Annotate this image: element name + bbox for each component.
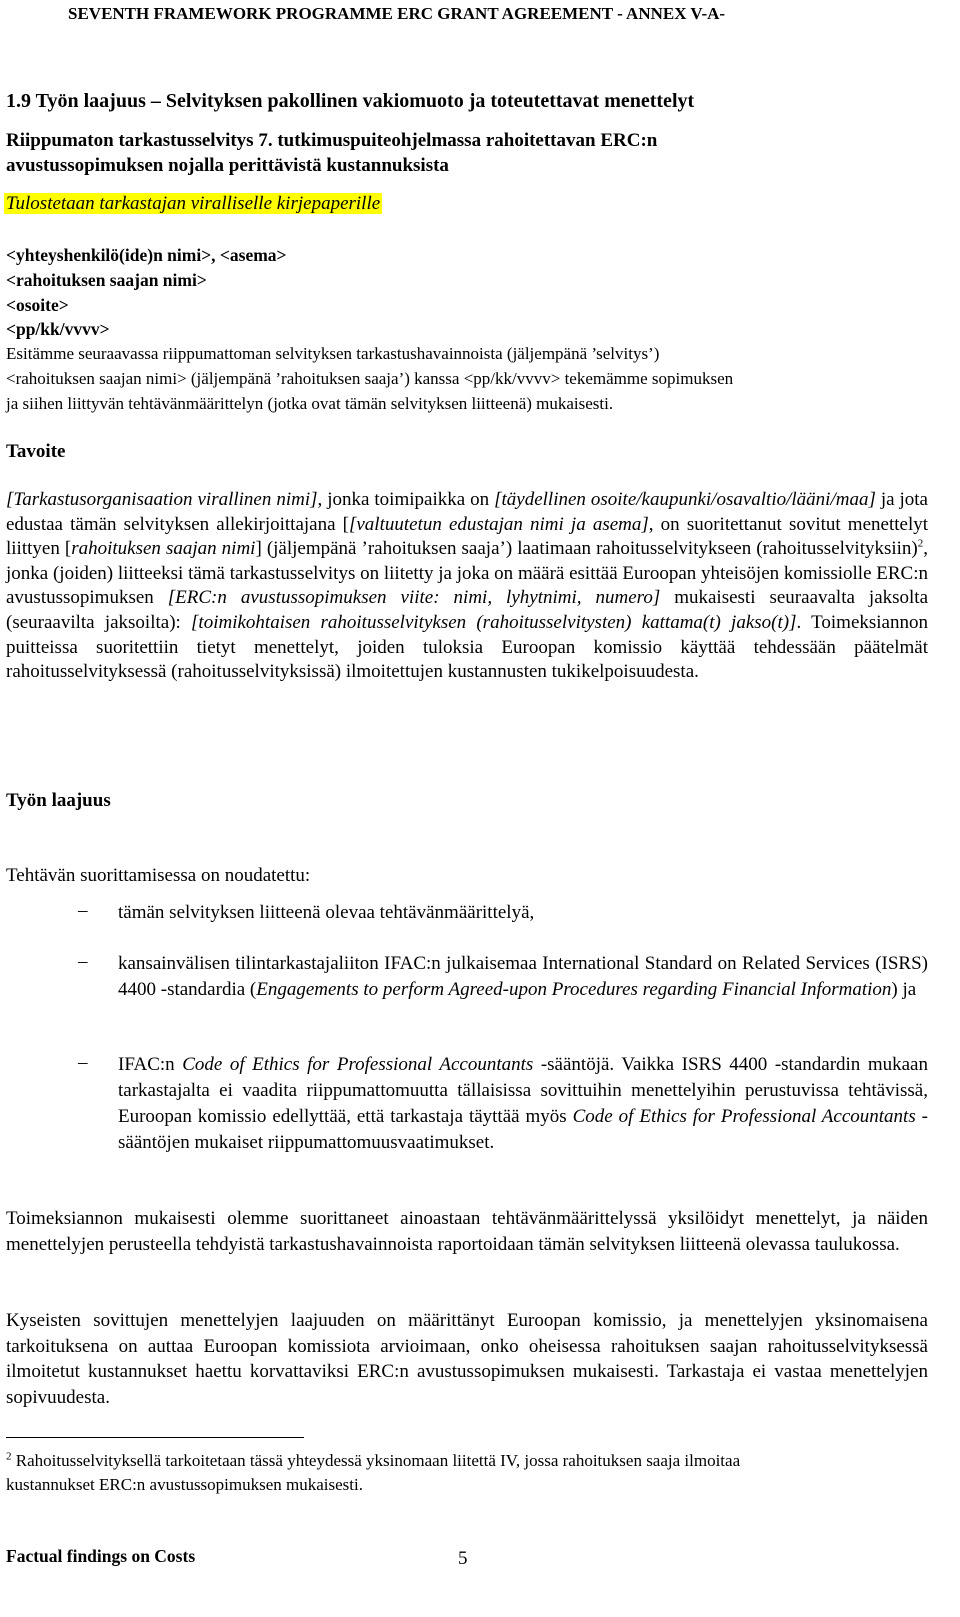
scope-item-terms: tämän selvityksen liitteenä olevaa tehtävänmäärittelyä, (118, 902, 535, 923)
period-placeholder: [toimikohtaisen rahoitusselvityksen (rahoitusselvitysten) kattama(t) jakso(t)] (191, 611, 797, 633)
ethics-text-2: -sääntöjä. Vaikka ISRS 4400 -standardin mukaan tarkastajalta ei vaadita riippumattomuutta tällaisissa sovittuihin menettelyihin perustuvissa tehtävissä, Euroopan komissio edellyttää, että tarkastaja täyttää myös (118, 1054, 928, 1127)
objective-heading: Tavoite (6, 441, 66, 462)
footnote-ref: 2 (917, 537, 924, 550)
doc-title-line-2: avustussopimuksen nojalla perittävistä kustannuksista (6, 155, 449, 176)
auditor-name-placeholder: [Tarkastusorganisaation virallinen nimi] (6, 489, 318, 510)
footnote-line-2: kustannukset ERC:n avustussopimuksen mukaisesti. (6, 1475, 363, 1494)
doc-title-line-1: Riippumaton tarkastusselvitys 7. tutkimuspuiteohjelmassa rahoitettavan ERC:n (6, 130, 658, 151)
representative-placeholder: [valtuutetun edustajan nimi ja asema] (348, 513, 649, 535)
isrs-text: kansainvälisen tilintarkastajaliiton IFAC:n julkaisemaa International Standard on Related Services (ISRS) 4400 -standardia ( (118, 953, 928, 1000)
bullet-dash: – (78, 951, 88, 972)
scope-item-isrs (118, 951, 928, 1003)
objective-text-6: mukaisesti seuraavalta jaksolta (seuraavilta jaksoilta): (6, 587, 929, 633)
isrs-text-end: ) ja (891, 979, 917, 1000)
page-number: 5 (458, 1548, 468, 1569)
grant-reference-placeholder: [ERC:n avustussopimuksen viite: nimi, lyhytnimi, numero] (167, 587, 661, 609)
address-beneficiary: <rahoituksen saajan nimi> (6, 270, 207, 290)
objective-text-1: , jonka toimipaikka on (317, 489, 495, 510)
bullet-dash: – (78, 1052, 88, 1073)
intro-line-2: <rahoituksen saajan nimi> (jäljempänä ’rahoituksen saaja’) kanssa <pp/kk/vvvv> tekemämme sopimuksen (6, 369, 734, 388)
bullet-dash: – (78, 900, 88, 921)
footer-label: Factual findings on Costs (6, 1546, 196, 1566)
ethics-title-1: Code of Ethics for Professional Accountants (182, 1054, 534, 1075)
scope-heading: Työn laajuus (6, 790, 111, 811)
scope-item-ethics (118, 1052, 928, 1156)
section-title: 1.9 Työn laajuus – Selvityksen pakollinen vakiomuoto ja toteutettavat menettelyt (6, 90, 695, 112)
letterhead-note: Tulostetaan tarkastajan viralliselle kirjepaperille (6, 193, 381, 214)
objective-text-4: ] (jäljempänä ’rahoituksen saaja’) laatimaan rahoitusselvitykseen (rahoitusselvityksiin) (255, 538, 918, 560)
scope-defined-paragraph: Kyseisten sovittujen menettelyjen laajuuden on määrittänyt Euroopan komissio, ja menettelyjen yksinomaisena tarkoituksena on auttaa Euroopan komissiota arvioimaan, onko oheisessa rahoituksen saajan rahoitusselvityksessä ilmoitetut kustannukset haettu korvattaviksi ERC:n avustussopimuksen mukaisesti. Tarkastaja ei vastaa menettelyjen sopivuudesta. (6, 1310, 928, 1408)
intro-line-1: Esitämme seuraavassa riippumattoman selvityksen tarkastushavainnoista (jäljempänä ’selvitys’) (6, 344, 660, 363)
address-placeholder: [täydellinen osoite/kaupunki/osavaltio/lääni/maa] (494, 489, 876, 510)
objective-text-5: , jonka (joiden) liitteeksi tämä tarkastusselvitys on liitetty ja joka on määrä esittää Euroopan yhteisöjen komissiolle ERC:n avustussopimuksen (6, 538, 928, 609)
intro-line-3: ja siihen liittyvän tehtävänmäärittelyn (jotka ovat tämän selvityksen liitteenä) mukaisesti. (6, 394, 614, 413)
beneficiary-placeholder: rahoituksen saajan nimi (71, 538, 256, 560)
procedures-paragraph: Toimeksiannon mukaisesti olemme suorittaneet ainoastaan tehtävänmäärittelyssä yksilöidyt menettelyt, ja näiden menettelyjen perusteella tehdyistä tarkastushavainnoista raportoidaan tämän selvityksen liitteenä olevassa taulukossa. (6, 1208, 928, 1255)
address-contact: <yhteyshenkilö(ide)n nimi>, <asema> (6, 245, 287, 265)
objective-text-7: . Toimeksiannon puitteissa suoritettiin tietyt menettelyt, joiden tuloksia Euroopan komissio käyttää tehdessään päätelmät rahoitusselvityksessä (rahoitusselvityksissä) ilmoitettujen kustannusten tukikelpoisuudesta. (6, 611, 928, 683)
scope-lead: Tehtävän suorittamisessa on noudatettu: (6, 865, 311, 886)
footnote-number: 2 (6, 1450, 12, 1463)
ethics-text-3: -sääntöjen mukaiset riippumattomuusvaatimukset. (118, 1106, 928, 1153)
address-street: <osoite> (6, 295, 69, 315)
ethics-title-2: Code of Ethics for Professional Accountants (572, 1106, 916, 1127)
footnote-separator (6, 1437, 304, 1438)
objective-paragraph (6, 488, 928, 685)
objective-text-3: , on suoritettanut sovitut menettelyt liittyen [ (6, 513, 928, 560)
ethics-text-1: IFAC:n (118, 1054, 183, 1075)
footnote-text-1: Rahoitusselvityksellä tarkoitetaan tässä yhteydessä yksinomaan liitettä IV, jossa rahoituksen saaja ilmoitaa (11, 1451, 741, 1470)
address-date: <pp/kk/vvvv> (6, 319, 110, 339)
footnote-line-1 (6, 1449, 740, 1473)
isrs-title: Engagements to perform Agreed-upon Procedures regarding Financial Information (256, 979, 892, 1000)
running-header: SEVENTH FRAMEWORK PROGRAMME ERC GRANT AGREEMENT - ANNEX V-A- (68, 4, 726, 23)
objective-text-2: ja jota edustaa tämän selvityksen allekirjoittajana [ (6, 489, 928, 535)
